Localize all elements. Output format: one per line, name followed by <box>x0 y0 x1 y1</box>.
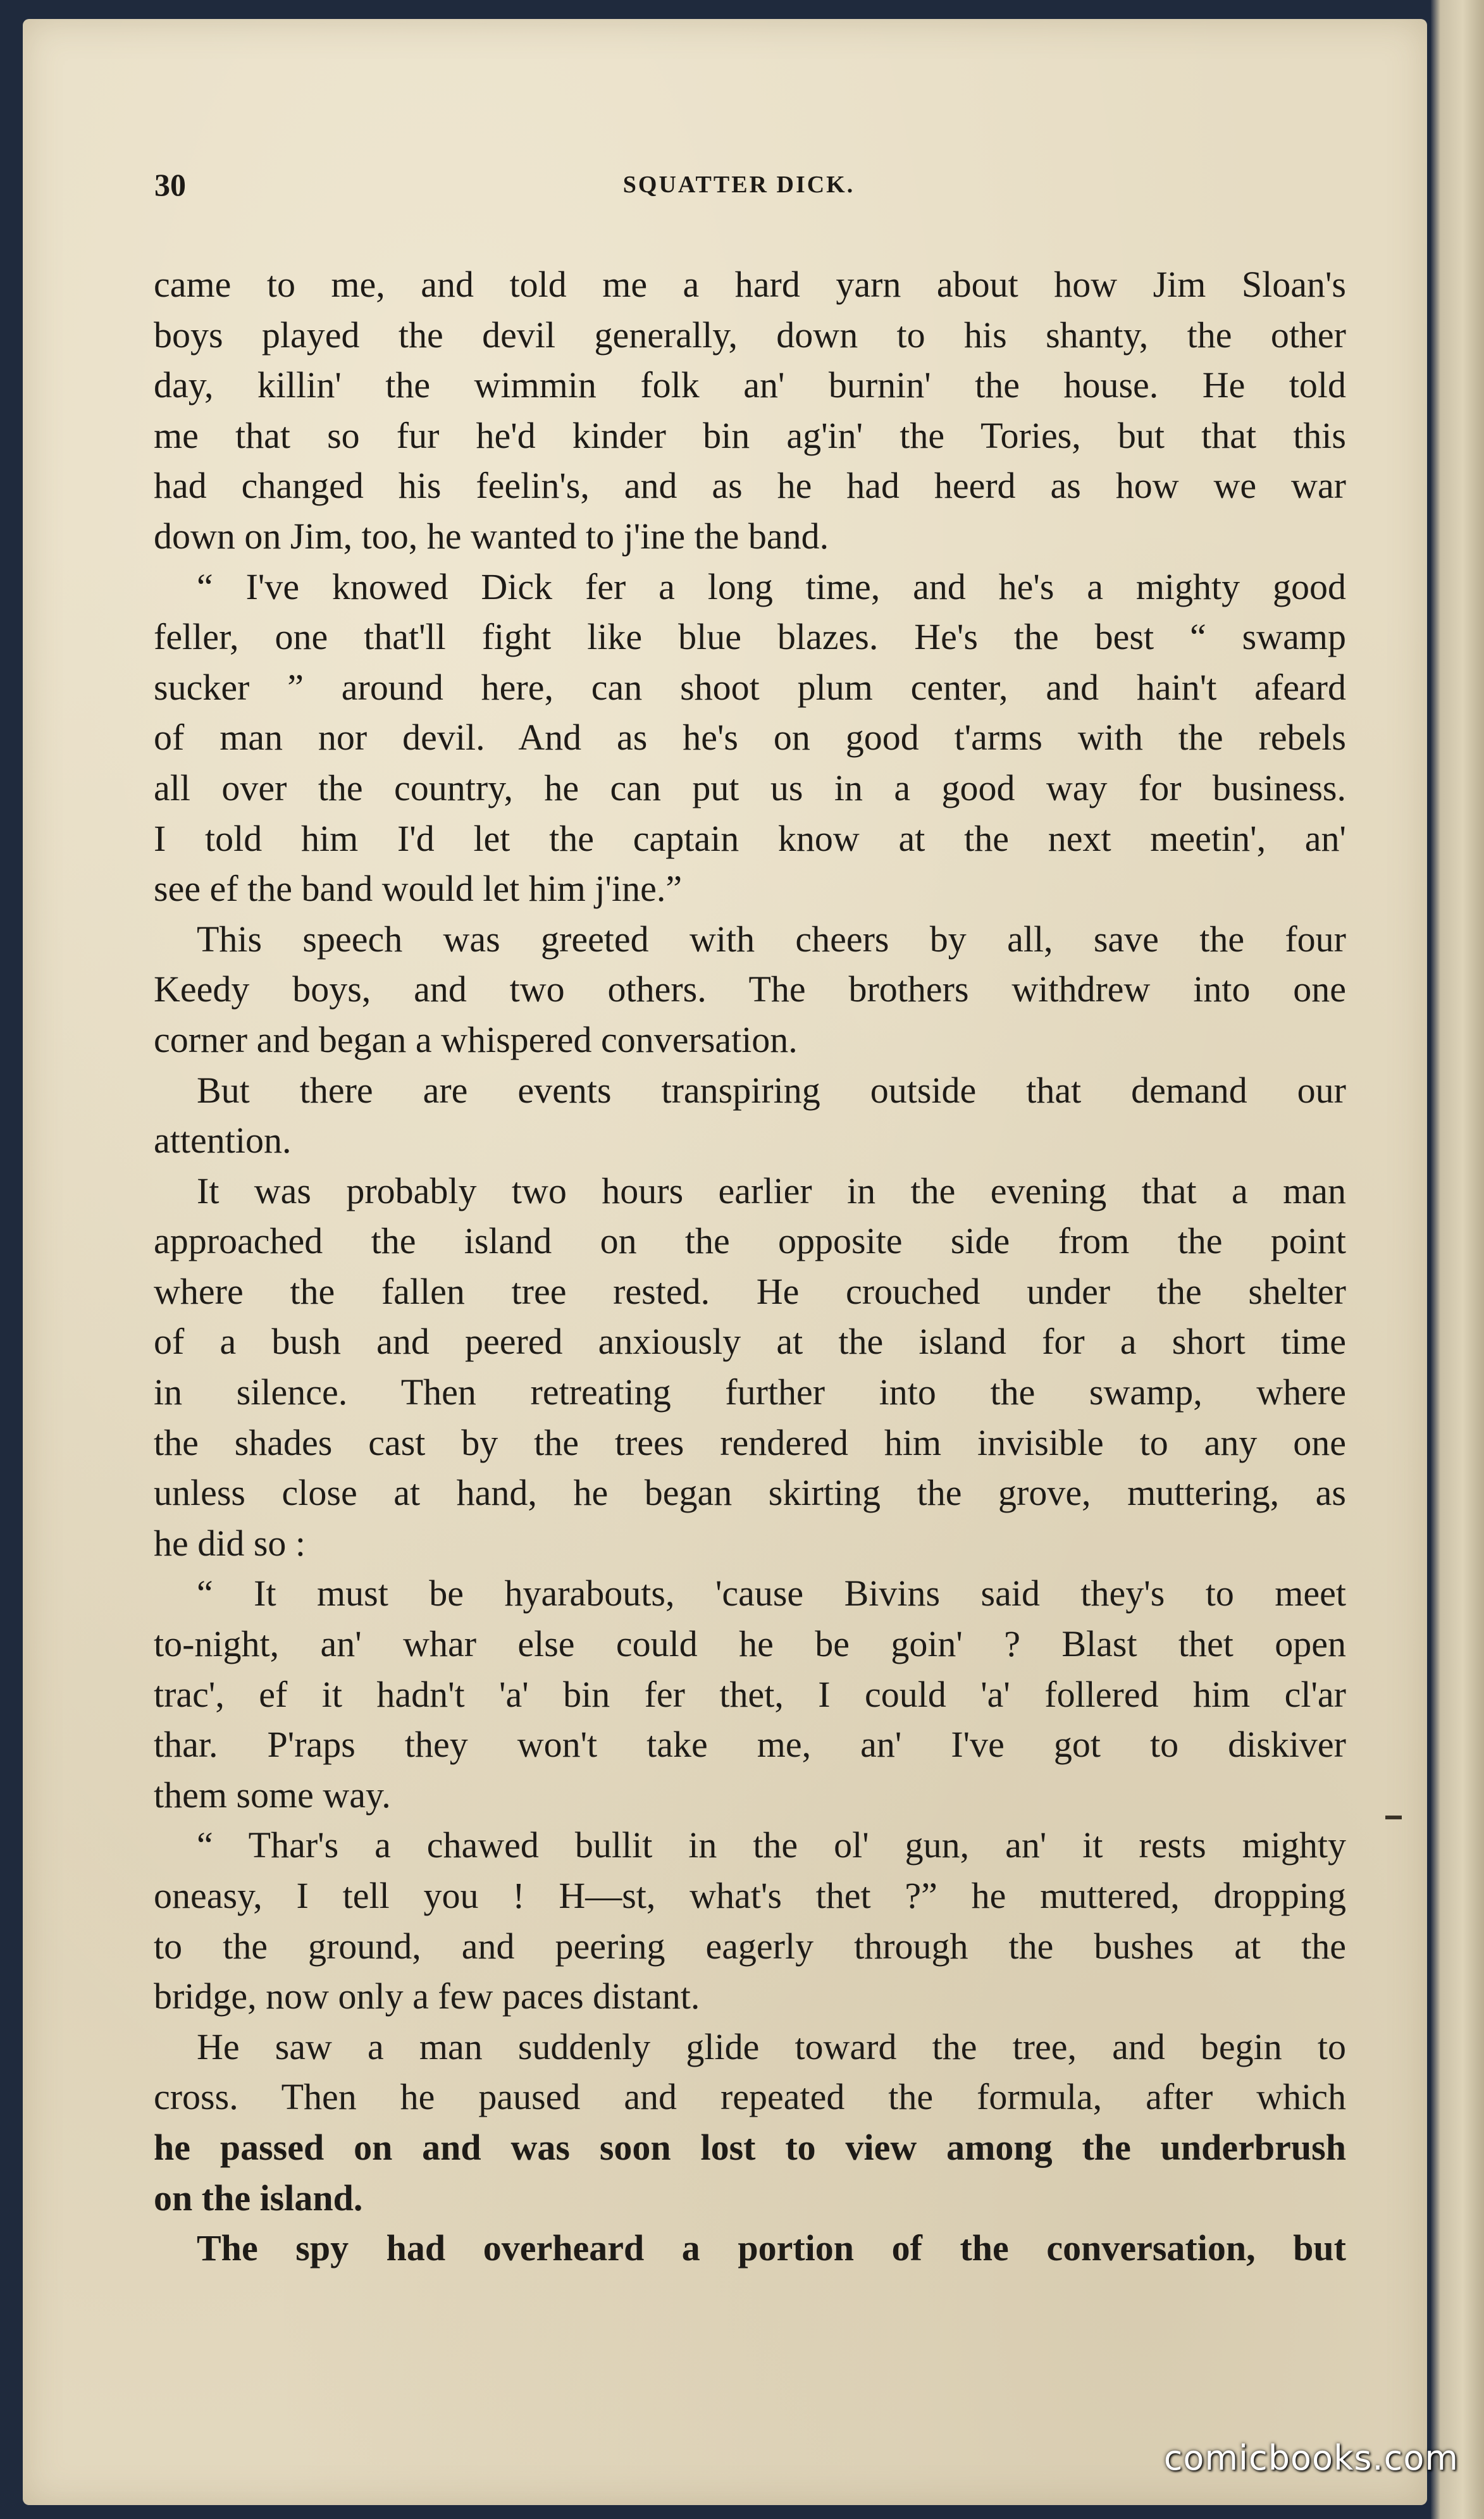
text-line: The spy had overheard a portion of the conversation, but <box>197 2227 1346 2269</box>
text-line: where the fallen tree rested. He crouched under the shelter <box>154 1270 1346 1312</box>
text-line: in silence. Then retreating further into the swamp, where <box>154 1371 1346 1413</box>
page-edge-mark <box>1385 1816 1402 1819</box>
text-line: “ It must be hyarabouts, 'cause Bivins said they's to meet <box>197 1573 1346 1614</box>
text-line: “ Thar's a chawed bullit in the ol' gun, an' it rests mighty <box>197 1824 1346 1866</box>
text-line: bridge, now only a few paces distant. <box>154 1976 700 2017</box>
text-line: them some way. <box>154 1774 391 1816</box>
text-line: feller, one that'll fight like blue blazes. He's the best “ swamp <box>154 616 1346 658</box>
running-title: SQUATTER DICK. <box>622 171 855 198</box>
text-line: attention. <box>154 1120 292 1161</box>
text-line: came to me, and told me a hard yarn about how Jim Sloan's <box>154 264 1346 305</box>
text-line: Keedy boys, and two others. The brothers withdrew into one <box>154 969 1346 1010</box>
text-line: had changed his feelin's, and as he had heerd as how we war <box>154 465 1346 507</box>
text-line: approached the island on the opposite side from the point <box>154 1220 1346 1262</box>
text-line: me that so fur he'd kinder bin ag'in' the Tories, but that this <box>154 414 1346 456</box>
text-line: he did so : <box>154 1522 306 1564</box>
text-line: I told him I'd let the captain know at the next meetin', an' <box>154 817 1346 859</box>
text-line: all over the country, he can put us in a good way for business. <box>154 767 1346 808</box>
text-line: to-night, an' whar else could he be goin' ? Blast thet open <box>154 1623 1346 1665</box>
text-line: oneasy, I tell you ! H—st, what's thet ?” he muttered, dropping <box>154 1875 1346 1916</box>
body-text <box>154 259 1346 2274</box>
text-line: see ef the band would let him j'ine.” <box>154 868 683 910</box>
text-line: But there are events transpiring outside that demand our <box>197 1069 1346 1111</box>
text-line: sucker ” around here, can shoot plum center, and hain't afeard <box>154 666 1346 708</box>
text-line: of a bush and peered anxiously at the island for a short time <box>154 1321 1346 1363</box>
watermark: comicbooks.com <box>1163 2438 1459 2478</box>
text-line: trac', ef it hadn't 'a' bin fer thet, I could 'a' follered him cl'ar <box>154 1673 1346 1715</box>
book-spine-edge <box>1431 0 1484 2519</box>
text-line: thar. P'raps they won't take me, an' I've got to diskiver <box>154 1724 1346 1766</box>
text-line: cross. Then he paused and repeated the formula, after which <box>154 2076 1346 2118</box>
text-line: on the island. <box>154 2177 363 2219</box>
text-line: It was probably two hours earlier in the evening that a man <box>197 1170 1346 1211</box>
text-line: the shades cast by the trees rendered him invisible to any one <box>154 1421 1346 1463</box>
text-line: day, killin' the wimmin folk an' burnin' the house. He told <box>154 364 1346 406</box>
page-number: 30 <box>154 167 186 202</box>
running-head <box>132 166 1346 204</box>
text-line: down on Jim, too, he wanted to j'ine the band. <box>154 515 829 557</box>
text-line: unless close at hand, he began skirting the grove, muttering, as <box>154 1472 1346 1514</box>
text-line: boys played the devil generally, down to his shanty, the other <box>154 314 1346 356</box>
text-line: corner and began a whispered conversation. <box>154 1018 798 1060</box>
text-line: This speech was greeted with cheers by all, save the four <box>197 918 1346 960</box>
text-line: “ I've knowed Dick fer a long time, and he's a mighty good <box>197 566 1346 607</box>
text-line: he passed on and was soon lost to view among the underbrush <box>154 2126 1346 2168</box>
text-line: to the ground, and peering eagerly through the bushes at the <box>154 1925 1346 1967</box>
text-line: of man nor devil. And as he's on good t'arms with the rebels <box>154 717 1346 758</box>
text-line: He saw a man suddenly glide toward the tree, and begin to <box>197 2026 1346 2067</box>
